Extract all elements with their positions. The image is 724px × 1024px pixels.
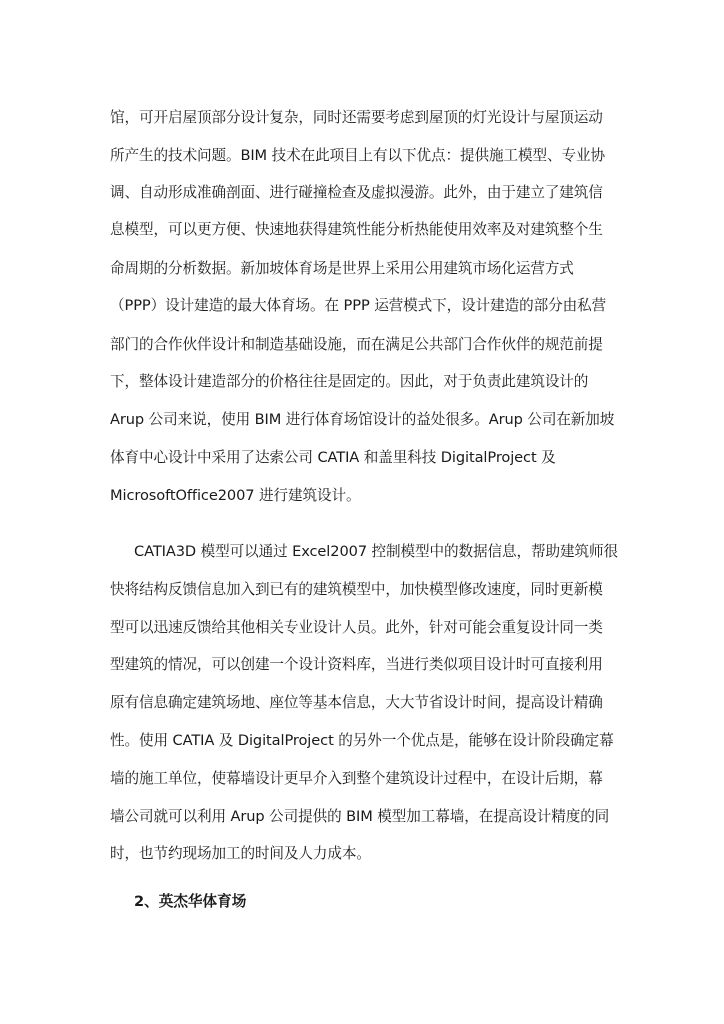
paragraph-1-line-4: 息模型，可以更方便、快速地获得建筑性能分析热能使用效率及对建筑整个生 [110,221,603,238]
paragraph-1-line-8: 下，整体设计建造部分的价格往往是固定的。因此，对于负责此建筑设计的 [110,373,589,390]
paragraph-2-line-5: 原有信息确定建筑场地、座位等基本信息，大大节省设计时间，提高设计精确 [110,694,603,711]
paragraph-1-line-9: Arup 公司来说，使用 BIM 进行体育场馆设计的益处很多。Arup 公司在新加坡 [110,411,615,428]
paragraph-1-line-1: 馆，可开启屋顶部分设计复杂，同时还需要考虑到屋顶的灯光设计与屋顶运动 [110,109,603,126]
paragraph-1-line-10: 体育中心设计中采用了达索公司 CATIA 和盖里科技 DigitalProject 及 [110,449,556,466]
paragraph-1-line-2: 所产生的技术问题。BIM 技术在此项目上有以下优点：提供施工模型、专业协 [110,147,605,164]
paragraph-1-line-5: 命周期的分析数据。新加坡体育场是世界上采用公用建筑市场化运营方式 [110,260,574,277]
paragraph-2-line-8: 墙公司就可以利用 Arup 公司提供的 BIM 模型加工幕墙，在提高设计精度的同 [110,808,610,825]
paragraph-2-line-7: 墙的施工单位，使幕墙设计更早介入到整个建筑设计过程中，在设计后期，幕 [110,770,603,787]
paragraph-2-line-9: 时，也节约现场加工的时间及人力成本。 [110,845,371,862]
paragraph-2-line-2: 快将结构反馈信息加入到已有的建筑模型中，加快模型修改速度，同时更新模 [110,581,603,598]
section-heading: 2、英杰华体育场 [134,893,247,910]
paragraph-1-line-7: 部门的合作伙伴设计和制造基础设施，而在满足公共部门合作伙伴的规范前提 [110,336,603,353]
paragraph-2-line-6: 性。使用 CATIA 及 DigitalProject 的另外一个优点是，能够在设计阶段确定幕 [110,732,614,749]
paragraph-2-line-1: CATIA3D 模型可以通过 Excel2007 控制模型中的数据信息，帮助建筑师很 [134,543,618,560]
paragraph-1-line-6: （PPP）设计建造的最大体育场。在 PPP 运营模式下，设计建造的部分由私营 [110,297,607,314]
paragraph-2-line-3: 型可以迅速反馈给其他相关专业设计人员。此外，针对可能会重复设计同一类 [110,619,603,636]
paragraph-1-line-3: 调、自动形成准确剖面、进行碰撞检查及虚拟漫游。此外，由于建立了建筑信 [110,184,603,201]
paragraph-1-line-11: MicrosoftOffice2007 进行建筑设计。 [110,487,361,504]
paragraph-2-line-4: 型建筑的情况，可以创建一个设计资料库，当进行类似项目设计时可直接利用 [110,656,603,673]
